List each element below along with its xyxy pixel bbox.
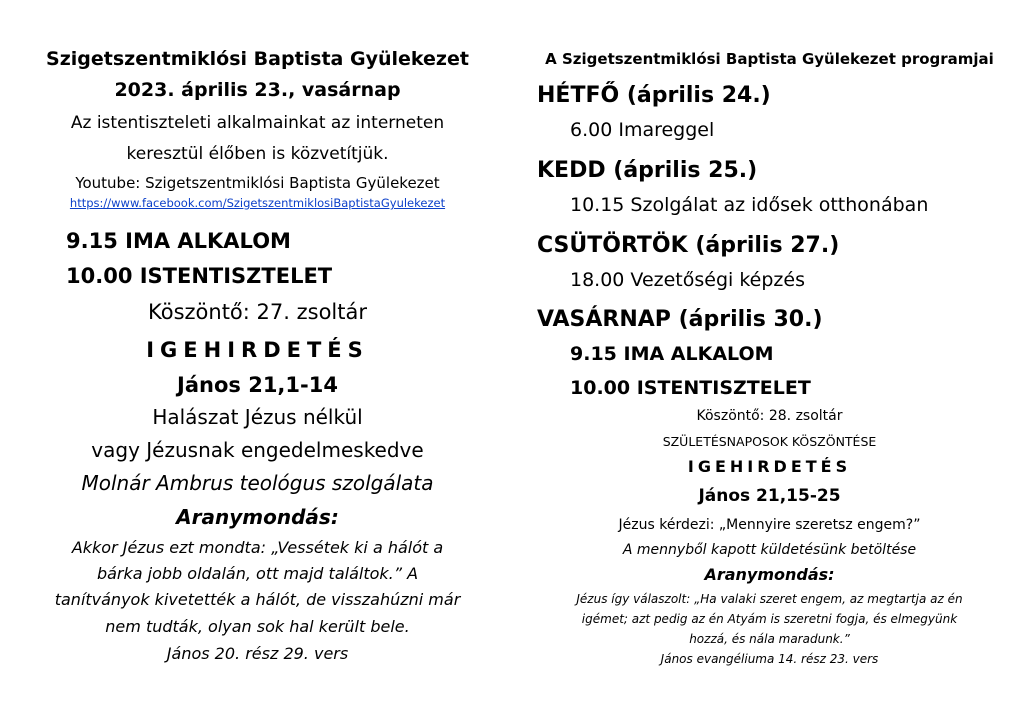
intro-line-1: Az istentiszteleti alkalmainkat az interneten <box>70 113 445 133</box>
sunday-golden-heading: Aranymondás: <box>704 565 835 584</box>
scripture: János 21,1-14 <box>177 373 338 397</box>
sermon-title-1: Halászat Jézus nélkül <box>152 405 363 429</box>
sunday-prayer: 9.15 IMA ALKALOM <box>570 343 774 365</box>
sunday-golden-line-2: igémet; azt pedig az én Atyám is szeretni fogja, és elmegyünk <box>581 612 958 626</box>
greeting: Köszöntő: 27. zsoltár <box>148 300 367 324</box>
prayer-time: 9.15 IMA ALKALOM <box>66 229 291 253</box>
sunday-mission: A mennyből kapott küldetésünk betöltése <box>622 542 917 558</box>
service-time: 10.00 ISTENTISZTELET <box>66 264 333 288</box>
event-tuesday: 10.15 Szolgálat az idősek otthonában <box>570 194 929 216</box>
sunday-greeting: Köszöntő: 28. zsoltár <box>696 408 843 424</box>
day-thursday: CSÜTÖRTÖK (április 27.) <box>537 233 840 258</box>
facebook-link-row <box>0 196 515 210</box>
sunday-service: 10.00 ISTENTISZTELET <box>570 377 811 399</box>
church-title: Szigetszentmiklósi Baptista Gyülekezet <box>46 48 469 70</box>
facebook-link[interactable]: https://www.facebook.com/SzigetszentmiklosiBaptistaGyulekezet <box>69 196 446 210</box>
sermon-title-2: vagy Jézusnak engedelmeskedve <box>91 438 424 462</box>
preacher: Molnár Ambrus teológus szolgálata <box>81 471 434 495</box>
date-line: 2023. április 23., vasárnap <box>114 79 401 101</box>
intro-line-2: keresztül élőben is közvetítjük. <box>126 144 389 164</box>
sunday-golden-line-1: Jézus így válaszolt: „Ha valaki szeret engem, az megtartja az én <box>576 592 963 606</box>
sunday-sermon-heading: IGEHIRDETÉS <box>687 457 852 476</box>
golden-verse-reference: János 20. rész 29. vers <box>166 644 349 663</box>
golden-verse-line-3: tanítványok kivetették a hálót, de visszahúzni már <box>54 590 461 609</box>
golden-verse-line-4: nem tudták, olyan sok hal került bele. <box>105 617 410 636</box>
sunday-golden-reference: János evangéliuma 14. rész 23. vers <box>660 652 879 666</box>
sunday-scripture: János 21,15-25 <box>698 486 841 506</box>
golden-verse-line-1: Akkor Jézus ezt mondta: „Vessétek ki a hálót a <box>71 538 444 557</box>
golden-verse-heading: Aranymondás: <box>176 505 339 529</box>
day-monday: HÉTFŐ (április 24.) <box>537 83 771 108</box>
golden-verse-line-2: bárka jobb oldalán, ott majd találtok.” A <box>96 564 419 583</box>
youtube-line: Youtube: Szigetszentmiklósi Baptista Gyülekezet <box>75 174 440 192</box>
event-monday: 6.00 Imareggel <box>570 119 715 141</box>
event-thursday: 18.00 Vezetőségi képzés <box>570 269 805 291</box>
program-heading: A Szigetszentmiklósi Baptista Gyülekezet programjai <box>545 50 994 68</box>
sunday-question: Jézus kérdezi: „Mennyire szeretsz engem?” <box>618 517 921 533</box>
sunday-golden-line-3: hozzá, és nála maradunk.” <box>689 632 850 646</box>
day-tuesday: KEDD (április 25.) <box>537 158 758 183</box>
day-sunday: VASÁRNAP (április 30.) <box>537 307 823 332</box>
sermon-heading: IGEHIRDETÉS <box>146 338 369 362</box>
birthdays: SZÜLETÉSNAPOSOK KÖSZÖNTÉSE <box>662 434 877 449</box>
